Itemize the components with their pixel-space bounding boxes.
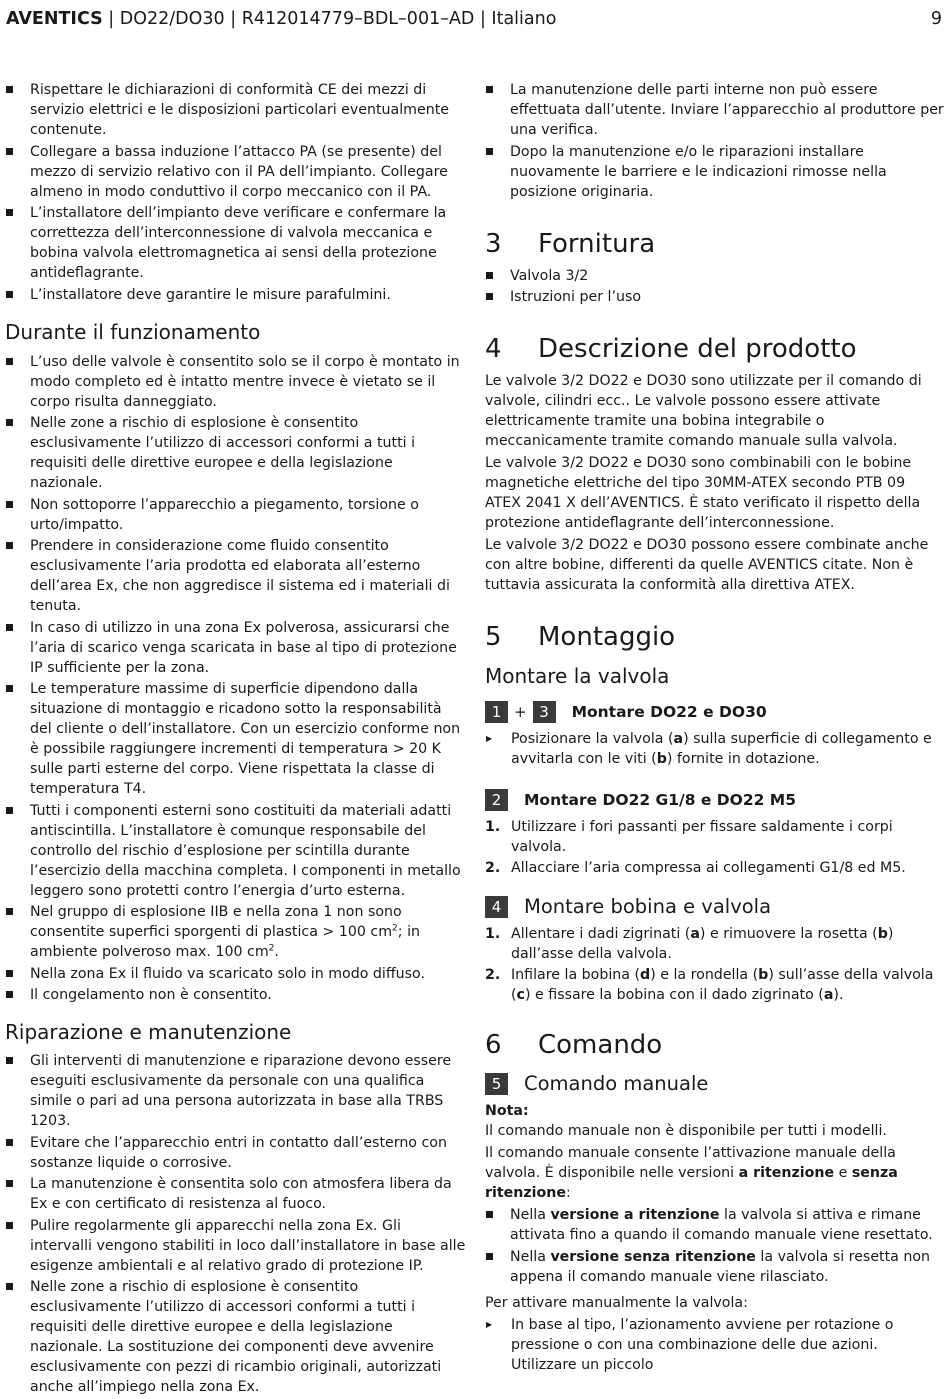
instruction-step: ▶ Posizionare la valvola (a) sulla superficie di collegamento e avvitarla con le viti (b) fornite in dotazione.	[485, 729, 945, 769]
page-number: 9	[930, 9, 942, 29]
list-item: La manutenzione è consentita solo con atmosfera libera da Ex e con certificato di resistenza al fuoco.	[5, 1174, 467, 1214]
figure-number-badge: 4	[485, 896, 508, 918]
left-column	[5, 80, 467, 1399]
chapter-title: Descrizione del prodotto	[538, 334, 857, 364]
instruction-list	[485, 1315, 945, 1375]
list-item: Nelle zone a rischio di esplosione è consentito esclusivamente l’utilizzo di accessori conformi a tutti i requisiti delle direttive europee e della legislazione nazionale.	[5, 413, 467, 493]
numbered-step: 2. Infilare la bobina (d) e la rondella (b) sull’asse della valvola (c) e fissare la bobina con il dado zigrinato (a).	[485, 967, 934, 1003]
list-item: Nel gruppo di esplosione IIB e nella zona 1 non sono consentite superfici sporgenti di plastica > 100 $cm^2$; in ambiente polveroso max. 100 $cm^2$.	[5, 902, 467, 962]
numbered-step: 1. Utilizzare i fori passanti per fissare saldamente i corpi valvola.	[485, 819, 893, 855]
figure-number-badge: 5	[485, 1073, 508, 1095]
chapter-heading-control	[485, 1029, 945, 1061]
list-item: Non sottoporre l’apparecchio a piegamento, torsione o urto/impatto.	[5, 495, 467, 535]
brand-name: AVENTICS	[6, 9, 103, 29]
numbered-step: 2. Allacciare l’aria compressa ai collegamenti G1/8 ed M5.	[485, 860, 906, 876]
list-item: Rispettare le dichiarazioni di conformità CE dei mezzi di servizio elettrici e le disposizioni particolari eventualmente contenute.	[5, 80, 467, 140]
list-item: Dopo la manutenzione e/o le riparazioni installare nuovamente le barriere e le indicazioni rimosse nella posizione originaria.	[485, 142, 945, 202]
paragraph: Per attivare manualmente la valvola:	[485, 1294, 748, 1311]
supply-list	[485, 266, 945, 308]
list-item: Nella versione a ritenzione la valvola si attiva e rimane attivata fino a quando il comando manuale viene resettato.	[485, 1205, 945, 1245]
list-item: Collegare a bassa induzione l’attacco PA (se presente) del mezzo di servizio relativo con il PA dell’impianto. Collegare almeno in modo conduttivo il corpo meccanico con il PA.	[5, 142, 467, 202]
chapter-heading-mounting	[485, 621, 945, 653]
list-item: Le temperature massime di superficie dipendono dalla situazione di montaggio e ricadono sotto la responsabilità del cliente o dell’installatore. Con un esercizio conforme non è possibile raggiungere incrementi di temperatura > 20 K sulle parti esterne del corpo. Viene rispettata la classe di temperatura T4.	[5, 679, 467, 799]
header-title	[6, 9, 556, 29]
paragraph: Il comando manuale consente l’attivazione manuale della valvola. È disponibile nelle versioni a ritenzione e senza ritenzione:	[485, 1145, 898, 1201]
figure-number-badge: 2	[485, 789, 508, 811]
numbered-steps	[485, 817, 945, 878]
section-heading-operation: Durante il funzionamento	[5, 319, 261, 344]
list-item: Nella zona Ex il fluido va scaricato solo in modo diffuso.	[5, 964, 467, 984]
figure-title: Comando manuale	[524, 1072, 709, 1095]
chapter-number: 5	[485, 622, 502, 652]
list-item: Istruzioni per l’uso	[485, 287, 945, 307]
list-item: Nella versione senza ritenzione la valvola si resetta non appena il comando manuale viene rilasciato.	[485, 1247, 945, 1287]
paragraph: Le valvole 3/2 DO22 e DO30 sono combinabili con le bobine magnetiche elettriche del tipo 30MM-ATEX secondo PTB 09 ATEX 2041 X dell’AVENTICS. È stato verificato il rispetto della protezione antideflagrante dell’interconnessione.	[485, 455, 921, 531]
list-item: Pulire regolarmente gli apparecchi nella zona Ex. Gli intervalli vengono stabiliti in loco dall’installatore in base alle esigenze ambientali e al relativo grado di protezione IP.	[5, 1216, 467, 1276]
figure-heading-manual-override	[485, 1073, 945, 1095]
note-text: Il comando manuale non è disponibile per tutti i modelli.	[485, 1123, 887, 1139]
instruction-list	[485, 729, 945, 769]
chapter-heading-description	[485, 333, 945, 365]
list-item: Valvola 3/2	[485, 266, 945, 286]
right-column	[485, 80, 945, 1375]
list-item: Prendere in considerazione come fluido consentito esclusivamente l’aria prodotta ed elaborata all’esterno dell’area Ex, che non aggredisce il sistema ed i materiali di tenuta.	[5, 536, 467, 616]
list-item: L’uso delle valvole è consentito solo se il corpo è montato in modo completo ed è intatto mentre invece è vietato se il corpo risulta danneggiato.	[5, 352, 467, 412]
chapter-heading-supply	[485, 228, 945, 260]
figure-number-badge: 3	[533, 701, 556, 723]
figure-title: Montare DO22 G1/8 e DO22 M5	[524, 791, 797, 809]
chapter-number: 4	[485, 334, 502, 364]
numbered-step: 1. Allentare i dadi zigrinati (a) e rimuovere la rosetta (b) dall’asse della valvola.	[485, 926, 894, 962]
operation-list	[5, 352, 467, 1006]
chapter-number: 3	[485, 228, 502, 259]
figure-number-badge: 1	[485, 701, 508, 723]
intro-safety-list	[5, 80, 467, 305]
maintenance-list-continued	[485, 80, 945, 202]
list-item: In caso di utilizzo in una zona Ex polverosa, assicurarsi che l’aria di scarico venga scaricata in base al tipo di protezione IP sufficiente per la zona.	[5, 618, 467, 678]
list-item: Tutti i componenti esterni sono costituiti da materiali adatti antiscintilla. L’installatore è comunque responsabile del controllo del rischio d’esplosione per scintilla durante l’esercizio della macchina completa. I componenti in metallo leggero sono protetti contro l’energia d’urto esterna.	[5, 801, 467, 901]
figure-heading-mount-do22-do30	[485, 701, 945, 723]
paragraph: Le valvole 3/2 DO22 e DO30 possono essere combinate anche con altre bobine, differenti da quelle AVENTICS citate. Non è tuttavia assicurata la conformità alla direttiva ATEX.	[485, 537, 929, 593]
list-item: Gli interventi di manutenzione e riparazione devono essere eseguiti esclusivamente da personale con una qualifica simile o pari ad una persona autorizzata in base alla TRBS 1203.	[5, 1051, 467, 1131]
figure-heading-mount-coil	[485, 896, 945, 918]
version-list	[485, 1205, 945, 1287]
numbered-steps	[485, 924, 945, 1005]
list-item: La manutenzione delle parti interne non può essere effettuata dall’utente. Inviare l’apparecchio al produttore per una verifica.	[485, 80, 945, 140]
chapter-title: Montaggio	[538, 622, 676, 652]
figure-title: Montare DO22 e DO30	[571, 703, 767, 721]
chapter-number: 6	[485, 1030, 502, 1060]
paragraph: Le valvole 3/2 DO22 e DO30 sono utilizzate per il comando di valvole, cilindri ecc.. Le valvole possono essere attivate elettricamente tramite una bobina integrabile o meccanicamente tramite comando manuale sulla valvola.	[485, 373, 922, 449]
section-heading-repair: Riparazione e manutenzione	[5, 1020, 292, 1044]
section-heading-mount-valve: Montare la valvola	[485, 664, 670, 688]
list-item: Evitare che l’apparecchio entri in contatto dall’esterno con sostanze liquide o corrosive.	[5, 1133, 467, 1173]
list-item: L’installatore deve garantire le misure parafulmini.	[5, 285, 467, 305]
list-item: Nelle zone a rischio di esplosione è consentito esclusivamente l’utilizzo di accessori conformi a tutti i requisiti delle direttive europee e della legislazione nazionale. La sostituzione dei componenti deve avvenire esclusivamente con pezzi di ricambio originali, autorizzati anche all’impiego nella zona Ex.	[5, 1277, 467, 1397]
figure-title: Montare bobina e valvola	[524, 895, 772, 918]
chapter-title: Comando	[538, 1030, 663, 1060]
list-item: Il congelamento non è consentito.	[5, 985, 467, 1005]
plus-sign: +	[514, 703, 527, 721]
note-label: Nota:	[485, 1103, 529, 1119]
figure-heading-mount-g18-m5	[485, 789, 945, 811]
page-header	[6, 9, 942, 35]
instruction-step: ▶ In base al tipo, l’azionamento avviene per rotazione o pressione o con una combinazione delle due azioni. Utilizzare un piccolo	[485, 1315, 945, 1375]
document-info: | DO22/DO30 | R412014779–BDL–001–AD | Italiano	[102, 9, 557, 29]
chapter-title: Fornitura	[538, 228, 656, 259]
list-item: L’installatore dell’impianto deve verificare e confermare la correttezza dell’interconnessione di valvola meccanica e bobina valvola elettromagnetica ai sensi della protezione antideflagrante.	[5, 203, 467, 283]
repair-list	[5, 1051, 467, 1397]
